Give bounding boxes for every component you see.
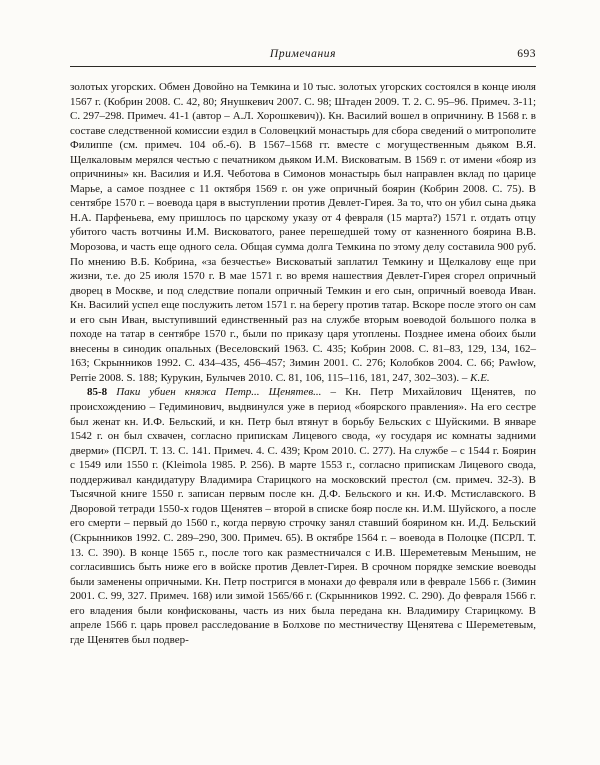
note-paragraph-85-8 xyxy=(70,385,536,647)
page-header xyxy=(70,46,536,62)
note-paragraph-continuation xyxy=(70,80,536,385)
header-rule xyxy=(70,66,536,67)
note-dash: – xyxy=(321,386,346,399)
note-text: Кн. Петр Михайлович Щенятев, по происхождению – Гедиминович, выдвинулся уже в период «боярского правления». На его сестре был женат кн. И.Ф. Бельский, и кн. Петр был втянут в борьбу Бельских с Шуйскими. В январе 1542 г. он был схвачен, согласно припискам Лицевого свода, «у государя ис комнаты задними дверми» (ПСРЛ. Т. 13. С. 141. Примеч. 4. С. 439; Кром 2010. С. 277). На службе – с 1544 г. Боярин с 1549 или 1550 г. (Kleimola 1985. Р. 256). В марте 1553 г., согласно припискам Лицевого свода, поддерживал кандидатуру Владимира Старицкого на московский престол (см. примеч. 32-3). В Тысячной книге 1550 г. записан первым после кн. Д.Ф. Бельского и кн. И.Ф. Мстиславского. В Дворовой тетради 1550-х годов Щенятев – второй в списке бояр после кн. И.М. Шуйского, а после его смерти – первый до 1560 г., когда первую строчку занял ставший боярином кн. И.Д. Бельский (Скрынников 1992. С. 289–290, 300. Примеч. 65). В октябре 1564 г. – воевода в Полоцке (ПСРЛ. Т. 13. С. 390). В конце 1565 г., после того как разместничался с И.В. Шереметевым Меньшим, не согласившись быть ниже его в войске против Девлет-Гирея. В срочном порядке земские воеводы были заменены опричными. Кн. Петр постригся в монахи до февраля или в феврале 1566 г. (Зимин 2001. С. 99, 327. Примеч. 168) или зимой 1565/66 г. (Скрынников 1992. С. 290). До февраля 1566 г. его владения были конфискованы, часть из них была передана кн. Владимиру Старицкому. В апреле 1566 г. царь провел расследование в Болхове по местничеству Щенятева с Шереметевым, где Щенятев был подвер- xyxy=(70,386,536,646)
page-number: 693 xyxy=(517,48,536,60)
author-initials: К.Е. xyxy=(470,371,490,384)
note-lemma: Паки убиен княжа Петр... Щенятев... xyxy=(107,386,322,399)
running-title: Примечания xyxy=(269,48,337,60)
note-text: золотых угорских. Обмен Довойно на Темкина и 10 тыс. золотых угорских состоялся в конце июля 1567 г. (Кобрин 2008. С. 42, 80; Янушкевич 2007. С. 98; Штаден 2009. Т. 2. С. 95–96. Примеч. 3-11; С. 297–298. Примеч. 41-1 (автор – А.Л. Хорошкевич)). Кн. Василий вошел в опричнину. В 1568 г. в составе следственной комиссии ездил в Соловецкий монастырь для сбора сведений о митрополите Филиппе (см. примеч. 104 об.-6). В 1567–1568 гг. вместе с могущественным дьяком В.Я. Щелкаловым мерялся честью с печатником дьяком И.М. Висковатым. В 1569 г. от имени «бояр из опричнины» кн. Василия и И.Я. Чеботова в Симонов монастырь был направлен вклад по царице Марье, а самое позднее с 11 октября 1569 г. он уже опричный боярин (Кобрин 2008. С. 75). В сентябре 1570 г. – воевода царя в выступлении против Девлет-Гирея. За то, что он убил сына дьяка Н.А. Парфеньева, ему пришлось по царскому указу от 4 февраля (15 марта?) 1571 г. отдать отцу убитого часть вотчины И.М. Висковатого, ранее перешедшей тому от казненного боярина В.В. Морозова, и часть еще одного села. Общая сумма долга Темкина по этому делу составила 900 руб. По мнению В.Б. Кобрина, «за безчестье» Висковатый заплатил Темкину и Щелкалову еще при жизни, т.е. до 25 июля 1570 г. В мае 1571 г. во время нашествия Девлет-Гирея сгорел опричный дворец в Москве, и под следствие попали опричный Темкин и его сын, опричный воевода Иван. Кн. Василий успел еще послужить летом 1571 г. на берегу против татар. Вскоре после этого он сам и его сын Иван, выступивший единственный раз на службе вторым воеводой большого полка в походе на татар в сентябре 1570 г., были по приказу царя утоплены. Позднее имена обоих были внесены в синодик опальных (Веселовский 1963. С. 435; Кобрин 2008. С. 81–83, 129, 134, 162–163; Скрынников 1992. С. 434–435, 456–457; Зимин 2001. С. 276; Колобков 2004. С. 66; Pawłow, Perrie 2008. S. 188; Курукин, Булычев 2010. С. 81, 106, 115–116, 181, 247, 302–303). – xyxy=(70,81,536,384)
page-body xyxy=(70,80,536,647)
note-number: 85-8 xyxy=(87,386,108,399)
